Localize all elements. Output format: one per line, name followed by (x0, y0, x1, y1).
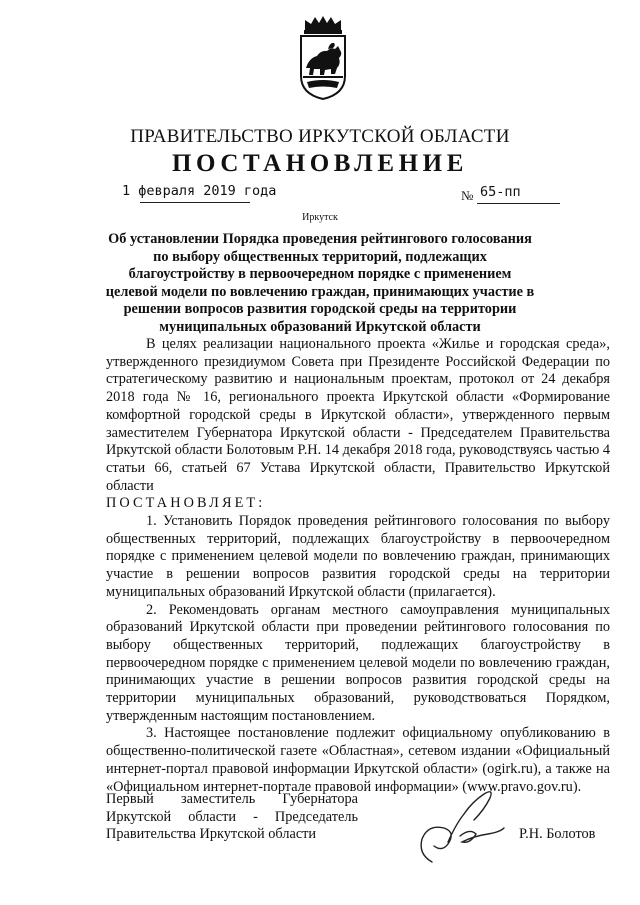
irkutsk-coat-of-arms-icon (297, 16, 349, 100)
date-underline (140, 202, 250, 203)
government-name: ПРАВИТЕЛЬСТВО ИРКУТСКОЙ ОБЛАСТИ (130, 126, 510, 147)
document-number: 65-пп (480, 184, 521, 200)
document-type: ПОСТАНОВЛЕНИЕ (171, 150, 469, 177)
signatory-line-2: Иркутской области - Председатель (106, 808, 358, 825)
resolution-item-3: 3. Настоящее постановление подлежит официальному опубликованию в общественно-политической газете «Областная», сетевом издании «Официальный интернет-портал правовой информации Иркутской области» (ogirk.ru), а также на «Официальном интернет-портале правовой информации» (www.pravo.gov.ru). (106, 725, 610, 795)
handwritten-signature-icon (398, 784, 508, 864)
signatory-position (106, 791, 358, 844)
signatory-name: Р.Н. Болотов (519, 826, 596, 842)
document-body (106, 336, 610, 796)
resolution-item-2: 2. Рекомендовать органам местного самоуправления муниципальных образований Иркутской области при проведении рейтингового голосования по выбору общественных территорий, подлежащих благоустройству в первоочередном порядке с применением целевой модели по вовлечению граждан, принимающих участие в решении вопросов развития городской среды на территории муниципальных образований, руководствоваться Порядком, утвержденным настоящим постановлением. (106, 601, 610, 724)
document-city: Иркутск (302, 212, 338, 223)
number-underline (477, 203, 560, 204)
signatory-line-3: Правительства Иркутской области (106, 826, 317, 842)
resolution-item-1: 1. Установить Порядок проведения рейтингового голосования по выбору общественных территорий, подлежащих благоустройству в первоочередном порядке с применением целевой модели по вовлечению граждан, принимающих участие в решении вопросов развития городской среды на территории муниципальных образований Иркутской области (прилагается). (106, 513, 610, 600)
document-title: Об установлении Порядка проведения рейтингового голосования по выбору общественных территорий, подлежащих благоустройству в первоочередном порядке с применением целевой модели по вовлечению граждан, принимающих участие в решении вопросов развития городской среды на территории муниципальных образований Иркутской области (105, 231, 535, 335)
document-date: 1 февраля 2019 года (122, 183, 277, 199)
number-sign: № (461, 188, 474, 203)
resolves-keyword: ПОСТАНОВЛЯЕТ: (106, 495, 266, 512)
preamble-paragraph: В целях реализации национального проекта «Жилье и городская среда», утвержденного президиумом Совета при Президенте Российской Федерации по стратегическому развитию и национальным проектам, протокол от 24 декабря 2018 года № 16, регионального проекта Иркутской области «Формирование комфортной городской среды в Иркутской области», утвержденного первым заместителем Губернатора Иркутской области - Председателем Правительства Иркутской области Болотовым Р.Н. 14 декабря 2018 года, руководствуясь частью 4 статьи 66, статьей 67 Устава Иркутской области, Правительство Иркутской области (106, 336, 610, 494)
signatory-line-1: Первый заместитель Губернатора (106, 791, 358, 807)
